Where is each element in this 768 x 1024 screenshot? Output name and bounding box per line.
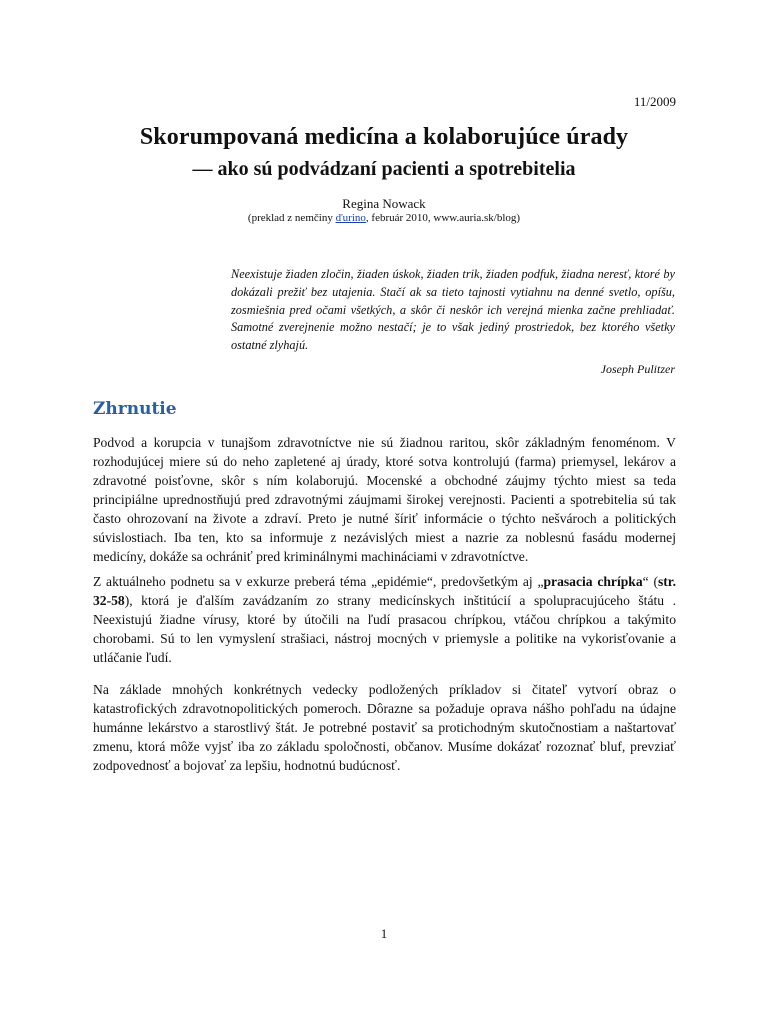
translation-prefix: (preklad z nemčiny [247,212,336,224]
document-title: Skorumpovaná medicína a kolaborujúce úrady [139,124,629,150]
translator-link[interactable]: ďurino [335,212,366,224]
author-name: Regina Nowack [342,196,426,211]
paragraph-2-text: ), ktorá je ďalším zavádzaním zo strany medicínskych inštitúcií a spolupracujúceho štátu . Neexistujú žiadne vírusy, ktoré by útočili na ľudí prasacou chrípkou, vtáčou chrípkou a takýmito chorobami. Sú to len vymyslení strašiaci, nástroj mocných v priemysle a politike na vykorisťovanie a utláčanie ľudí. [93,593,676,665]
document-subtitle: — ako sú podvádzaní pacienti a spotrebitelia [192,158,576,180]
paragraph-2-text: Z aktuálneho podnetu sa v exkurze preberá téma „epidémie“, predovšetkým aj „ [93,574,544,589]
translation-note [0,212,768,224]
section-heading: Zhrnutie [93,399,177,419]
paragraph-2 [93,572,676,667]
issue-date: 11/2009 [633,94,676,109]
quote-author: Joseph Pulitzer [600,362,675,376]
translation-suffix: , február 2010, www.auria.sk/blog) [365,212,521,224]
epigraph-quote: Neexistuje žiaden zločin, žiaden úskok, žiaden trik, žiaden podfuk, žiadna neresť, ktoré by dokázali prežiť bez utajenia. Stačí ak sa tieto tajnosti vytiahnu na denné svetlo, opíšu, zosmiešnia pred očami všetkých, a skôr či neskôr ich verejná mienka začne prehliadať. Samotné zverejnenie možno nestačí; je to však jediný prostriedok, bez ktorého všetky ostatné zlyhajú. [231,267,675,353]
emphasis-prasacia-chripka: prasacia chrípka [543,574,643,589]
page-number: 1 [380,926,388,941]
paragraph-3: Na základe mnohých konkrétnych vedecky podložených príkladov si čitateľ vytvorí obraz o katastrofických zdravotnopolitických pomeroch. Dôrazne sa požaduje oprava nášho pohľadu na údajne humánne lekárstvo a starostlivý štát. Je potrebné postaviť sa protichodným skutočnostiam a naštartovať zmenu, ktorá môže vyjsť iba zo základu spoločnosti, občanov. Musíme dokázať rozoznať bluf, prevziať zodpovednosť a bojovať za lepšiu, hodnotnú budúcnosť. [93,682,676,773]
paragraph-2-text: “ ( [642,574,658,589]
paragraph-1: Podvod a korupcia v tunajšom zdravotníctve nie sú žiadnou raritou, skôr základným fenoménom. V rozhodujúcej miere sú do neho zapletené aj úrady, ktoré sotva kontrolujú (farma) priemysel, lekárov a zdravotné poisťovne, skôr s ním kolaborujú. Mocenské a obchodné záujmy týchto miest sa teda principiálne uprednostňujú pred zdravotnými záujmami širokej verejnosti. Pacienti a spotrebitelia sú tak často ohrozovaní na živote a zdraví. Preto je nutné šíriť informácie o týchto nešvároch a politických súvislostiach. Iba ten, kto sa informuje z nezávislých miest a nazrie za noblesnú fasádu modernej medicíny, dokáže sa ochrániť pred kriminálnymi machináciami v zdravotníctve. [93,435,676,564]
page-reference: str. 32-58 [93,574,676,608]
